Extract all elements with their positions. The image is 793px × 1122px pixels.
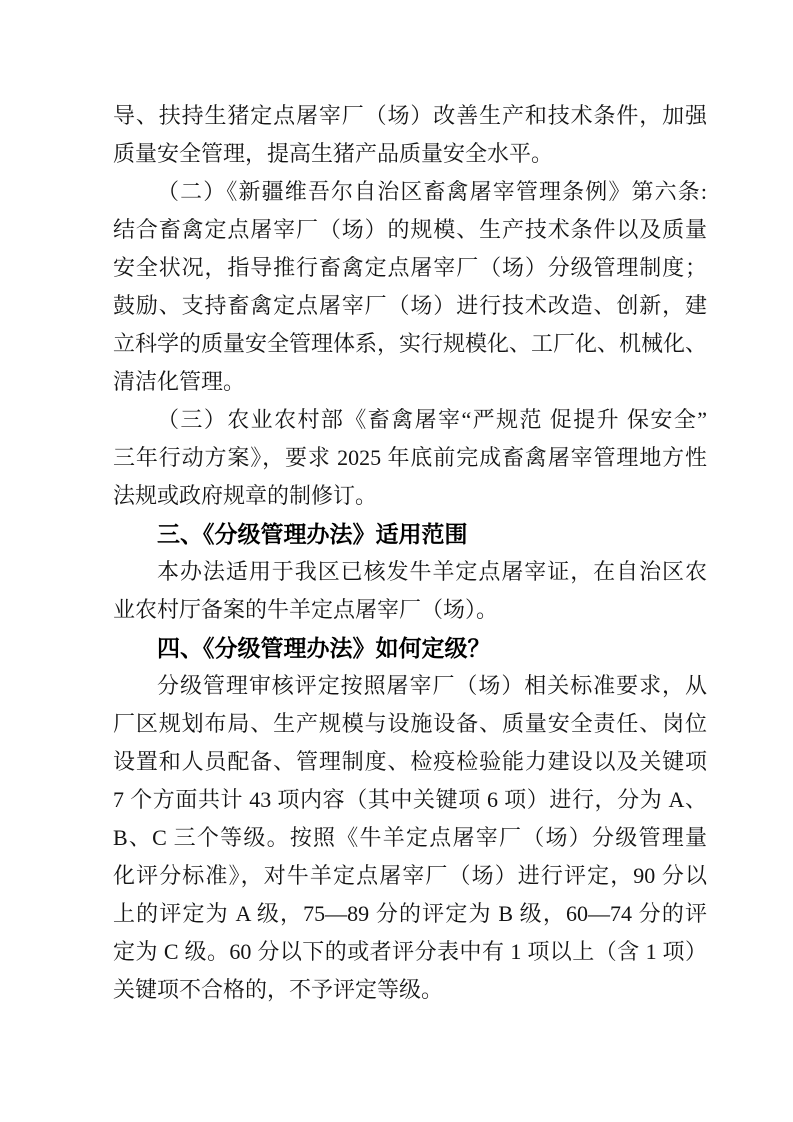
- body-line: 导、扶持生猪定点屠宰厂（场）改善生产和技术条件，加强: [113, 103, 707, 128]
- body-line: 7 个方面共计 43 项内容（其中关键项 6 项）进行，分为 A、: [113, 787, 707, 812]
- body-line: B、C 三个等级。按照《牛羊定点屠宰厂（场）分级管理量: [113, 825, 707, 850]
- body-line: 结合畜禽定点屠宰厂（场）的规模、生产技术条件以及质量: [113, 217, 707, 242]
- body-line: 清洁化管理。: [113, 369, 246, 394]
- body-line: 本办法适用于我区已核发牛羊定点屠宰证，在自治区农: [157, 559, 707, 584]
- body-line: （三）农业农村部《畜禽屠宰“严规范 促提升 保安全”: [157, 407, 707, 432]
- body-line: （二）《新疆维吾尔自治区畜禽屠宰管理条例》第六条:: [157, 179, 707, 204]
- section-heading-4: 四、《分级管理办法》如何定级？: [157, 635, 491, 661]
- section-heading-3: 三、《分级管理办法》适用范围: [157, 521, 468, 547]
- body-line: 关键项不合格的，不予评定等级。: [113, 977, 444, 1002]
- body-line: 质量安全管理，提高生猪产品质量安全水平。: [113, 141, 554, 166]
- document-text-block: [113, 97, 707, 1009]
- body-line: 厂区规划布局、生产规模与设施设备、质量安全责任、岗位: [113, 711, 707, 736]
- body-line: 鼓励、支持畜禽定点屠宰厂（场）进行技术改造、创新，建: [113, 293, 707, 318]
- body-line: 三年行动方案》，要求 2025 年底前完成畜禽屠宰管理地方性: [113, 445, 707, 470]
- body-line: 化评分标准》，对牛羊定点屠宰厂（场）进行评定，90 分以: [113, 863, 707, 888]
- body-line: 法规或政府规章的制修订。: [113, 483, 378, 508]
- body-line: 上的评定为 A 级，75—89 分的评定为 B 级，60—74 分的评: [113, 901, 707, 926]
- body-line: 分级管理审核评定按照屠宰厂（场）相关标准要求，从: [157, 673, 707, 698]
- body-line: 定为 C 级。60 分以下的或者评分表中有 1 项以上（含 1 项）: [113, 939, 707, 964]
- body-line: 立科学的质量安全管理体系，实行规模化、工厂化、机械化、: [113, 331, 707, 356]
- body-line: 安全状况，指导推行畜禽定点屠宰厂（场）分级管理制度；: [113, 255, 707, 280]
- body-line: 业农村厅备案的牛羊定点屠宰厂（场）。: [113, 597, 499, 622]
- body-line: 设置和人员配备、管理制度、检疫检验能力建设以及关键项: [113, 749, 707, 774]
